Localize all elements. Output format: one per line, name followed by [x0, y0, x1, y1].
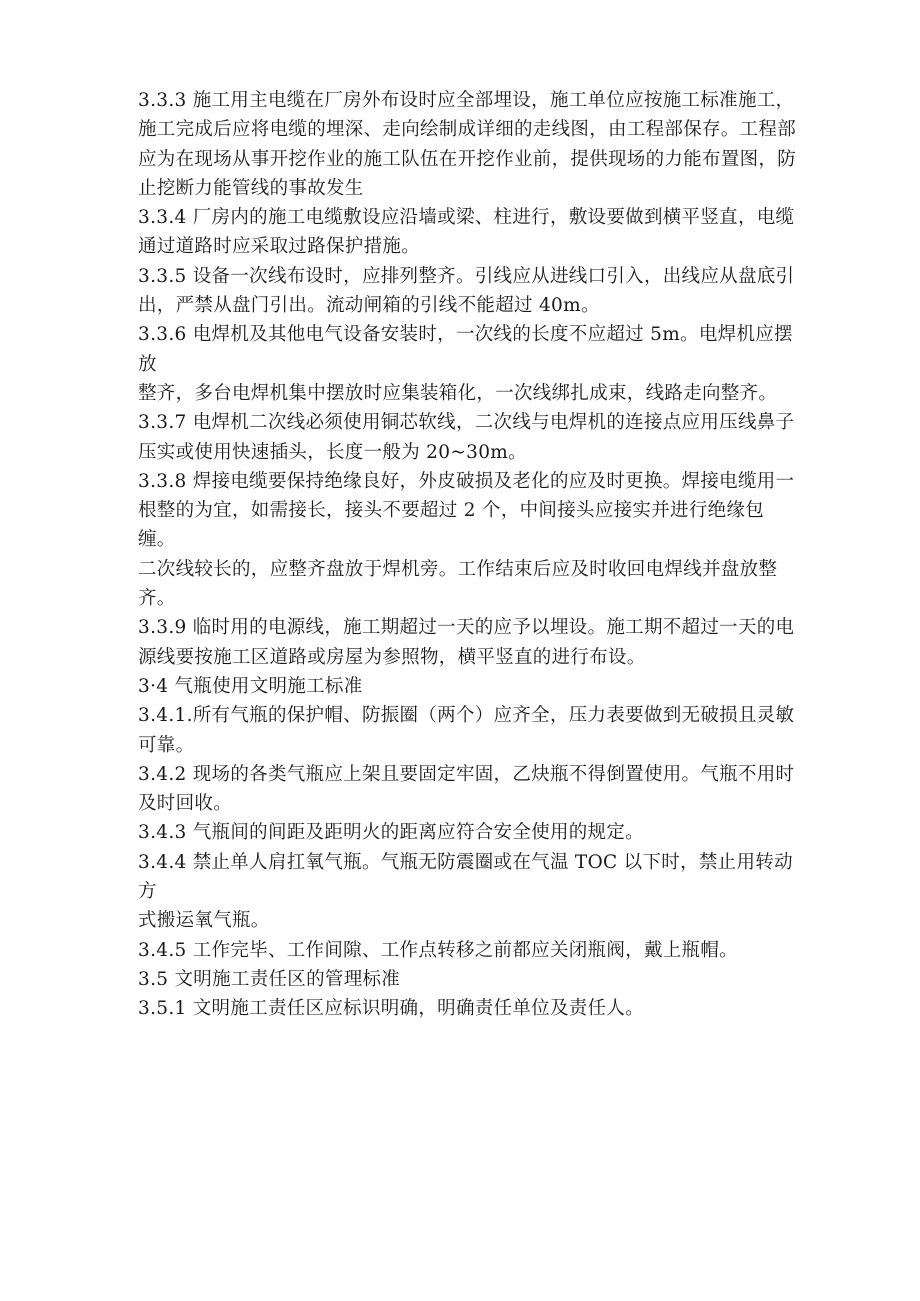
- paragraph-3-4-5: [138, 936, 800, 965]
- paragraph-3-4-4: [138, 848, 800, 936]
- paragraph-3-3-4: [138, 203, 800, 262]
- text-line: 源线要按施工区道路或房屋为参照物，横平竖直的进行布设。: [138, 646, 646, 668]
- text-line: 整齐，多台电焊机集中摆放时应集装箱化，一次线绑扎成束，线路走向整齐。: [138, 382, 778, 404]
- text-line: 齐。: [138, 588, 176, 610]
- text-line: 3.5.1 文明施工责任区应标识明确，明确责任单位及责任人。: [138, 998, 644, 1020]
- paragraph-3-4-3: [138, 818, 800, 847]
- text-line: 压实或使用快速插头，长度一般为 20~30m。: [138, 441, 527, 463]
- text-line: 3.3.5 设备一次线布设时，应排列整齐。引线应从进线口引入，出线应从盘底引: [138, 265, 795, 287]
- text-line: 3.4.5 工作完毕、工作间隙、工作点转移之前都应关闭瓶阀，戴上瓶帽。: [138, 939, 738, 961]
- heading-text: 3·4 气瓶使用文明施工标准: [138, 675, 363, 697]
- text-line: 及时回收。: [138, 793, 233, 815]
- text-line: 式搬运氧气瓶。: [138, 910, 270, 932]
- text-line: 3.4.3 气瓶间的间距及距明火的距离应符合安全使用的规定。: [138, 822, 644, 844]
- heading-text: 3.5 文明施工责任区的管理标准: [138, 968, 401, 990]
- paragraph-3-3-8: [138, 467, 800, 613]
- text-line: 3.3.9 临时用的电源线，施工期超过一天的应予以埋设。施工期不超过一天的电: [138, 617, 795, 639]
- text-line: 3.4.4 禁止单人肩扛氧气瓶。气瓶无防震圈或在气温 TOC 以下时，禁止用转动方: [138, 851, 793, 903]
- text-line: 二次线较长的，应整齐盘放于焊机旁。工作结束后应及时收回电焊线并盘放整: [138, 558, 778, 580]
- paragraph-3-3-3: [138, 86, 800, 203]
- paragraph-3-4-1: [138, 701, 800, 760]
- section-heading-3-4: [138, 672, 800, 701]
- text-line: 3.4.1.所有气瓶的保护帽、防振圈（两个）应齐全，压力表要做到无破损且灵敏: [138, 705, 795, 727]
- text-line: 施工完成后应将电缆的埋深、走向绘制成详细的走线图，由工程部保存。工程部: [138, 119, 797, 141]
- paragraph-3-3-7: [138, 408, 800, 467]
- text-line: 止挖断力能管线的事故发生: [138, 177, 364, 199]
- paragraph-3-3-6: [138, 320, 800, 408]
- text-line: 3.4.2 现场的各类气瓶应上架且要固定牢固，乙炔瓶不得倒置使用。气瓶不用时: [138, 763, 795, 785]
- text-line: 3.3.7 电焊机二次线必须使用铜芯软线，二次线与电焊机的连接点应用压线鼻子: [138, 412, 795, 434]
- text-line: 出，严禁从盘门引出。流动闸箱的引线不能超过 40m。: [138, 295, 600, 317]
- text-line: 根整的为宜，如需接长，接头不要超过 2 个，中间接头应接实并进行绝缘包缠。: [138, 500, 765, 551]
- text-line: 应为在现场从事开挖作业的施工队伍在开挖作业前，提供现场的力能布置图，防: [138, 148, 797, 170]
- text-line: 可靠。: [138, 734, 195, 756]
- paragraph-3-3-5: [138, 262, 800, 321]
- paragraph-3-5-1: [138, 994, 800, 1023]
- section-heading-3-5: [138, 965, 800, 994]
- text-line: 3.3.3 施工用主电缆在厂房外布设时应全部埋设，施工单位应按施工标准施工，: [138, 90, 795, 111]
- text-line: 3.3.8 焊接电缆要保持绝缘良好，外皮破损及老化的应及时更换。焊接电缆用一: [138, 470, 795, 492]
- paragraph-3-3-9: [138, 613, 800, 672]
- paragraph-3-4-2: [138, 760, 800, 819]
- text-line: 通过道路时应采取过路保护措施。: [138, 236, 421, 258]
- text-line: 3.3.4 厂房内的施工电缆敷设应沿墙或梁、柱进行，敷设要做到横平竖直，电缆: [138, 207, 795, 229]
- text-line: 3.3.6 电焊机及其他电气设备安装时，一次线的长度不应超过 5m。电焊机应摆放: [138, 324, 793, 375]
